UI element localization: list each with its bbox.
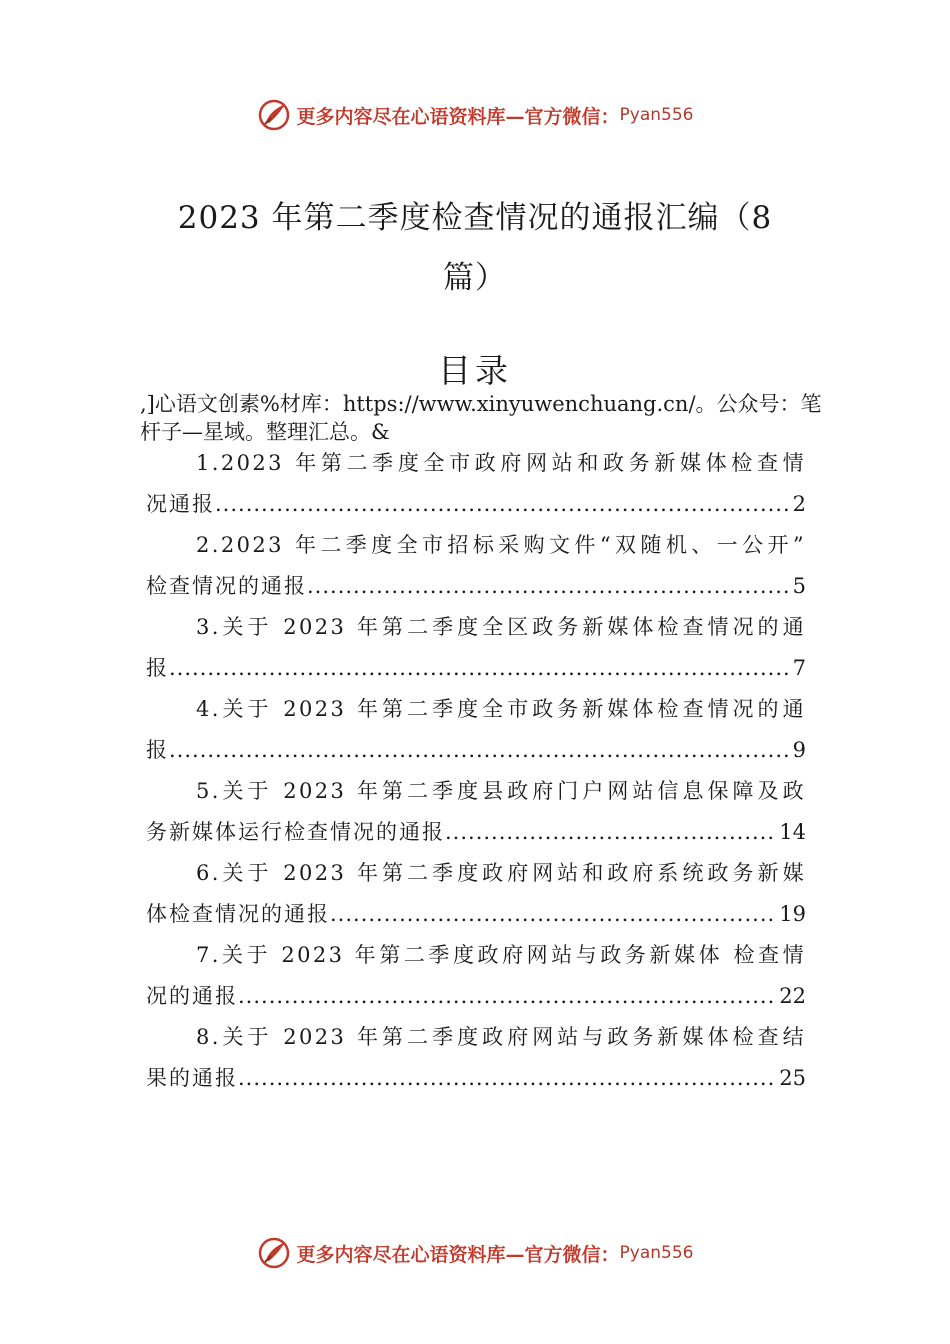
banner-wechat-id: Pyan556 xyxy=(619,1243,694,1263)
toc-page-number: 9 xyxy=(792,738,806,762)
toc-page-number: 7 xyxy=(792,656,806,680)
toc-item[interactable] xyxy=(146,443,806,525)
toc-item-title: 7.关于 2023 年第二季度政府网站与政务新媒体 检查情 xyxy=(196,943,806,967)
toc-dot-leader xyxy=(445,811,777,853)
toc-item-title-cont: 体检查情况的通报 xyxy=(146,902,330,926)
toc-item-continuation xyxy=(146,565,806,607)
toc-dot-leader xyxy=(215,483,791,525)
toc-item-title: 6.关于 2023 年第二季度政府网站和政府系统政务新媒 xyxy=(196,861,806,885)
toc-item-continuation xyxy=(146,483,806,525)
toc-dot-leader xyxy=(238,975,777,1017)
toc-item-title-cont: 报 xyxy=(146,738,169,762)
toc-page-number: 14 xyxy=(779,820,806,844)
toc-dot-leader xyxy=(330,893,777,935)
toc-item-title: 3.关于 2023 年第二季度全区政务新媒体检查情况的通 xyxy=(196,615,806,639)
toc-dot-leader xyxy=(307,565,791,607)
toc-item[interactable] xyxy=(146,771,806,853)
toc-item-title: 1.2023 年第二季度全市政府网站和政务新媒体检查情 xyxy=(196,451,806,475)
toc-page-number: 22 xyxy=(779,984,806,1008)
brand-logo-icon xyxy=(257,1236,291,1270)
document-title xyxy=(150,188,800,308)
toc-dot-leader xyxy=(169,647,791,689)
toc-item-title-cont: 报 xyxy=(146,656,169,680)
toc-item-title-cont: 况的通报 xyxy=(146,984,238,1008)
toc-page-number: 5 xyxy=(792,574,806,598)
toc-item-title: 4.关于 2023 年第二季度全市政务新媒体检查情况的通 xyxy=(196,697,806,721)
toc-item[interactable] xyxy=(146,935,806,1017)
toc-item-title-cont: 果的通报 xyxy=(146,1066,238,1090)
source-note: ,]心语文创素%材库：https://www.xinyuwenchuang.cn/。公众号：笔杆子—星域。整理汇总。& xyxy=(140,392,822,444)
toc-item-title: 5.关于 2023 年第二季度县政府门户网站信息保障及政 xyxy=(196,779,806,803)
toc-item-continuation xyxy=(146,893,806,935)
toc-item[interactable] xyxy=(146,689,806,771)
toc-item-title: 8.关于 2023 年第二季度政府网站与政务新媒体检查结 xyxy=(196,1025,806,1049)
toc-item-title: 2.2023 年二季度全市招标采购文件“双随机、一公开” xyxy=(196,533,806,557)
toc-item[interactable] xyxy=(146,525,806,607)
toc-item-title-cont: 务新媒体运行检查情况的通报 xyxy=(146,820,445,844)
title-line-2: 篇） xyxy=(443,260,507,296)
toc-page-number: 25 xyxy=(779,1066,806,1090)
banner-wechat-id: Pyan556 xyxy=(619,105,694,125)
toc-page-number: 2 xyxy=(792,492,806,516)
toc-item[interactable] xyxy=(146,853,806,935)
toc-item-continuation xyxy=(146,647,806,689)
brand-logo-icon xyxy=(257,98,291,132)
toc-item[interactable] xyxy=(146,1017,806,1099)
banner-text: 更多内容尽在心语资料库—官方微信： xyxy=(296,105,620,128)
toc-item-title-cont: 检查情况的通报 xyxy=(146,574,307,598)
toc-item[interactable] xyxy=(146,607,806,689)
banner-text: 更多内容尽在心语资料库—官方微信： xyxy=(296,1243,620,1266)
toc-dot-leader xyxy=(238,1057,777,1099)
toc-item-title-cont: 况通报 xyxy=(146,492,215,516)
toc-item-continuation xyxy=(146,1057,806,1099)
toc-item-continuation xyxy=(146,729,806,771)
header-banner xyxy=(0,95,950,135)
toc-heading: 目录 xyxy=(438,351,512,390)
title-line-1: 2023 年第二季度检查情况的通报汇编（8 xyxy=(177,200,773,236)
table-of-contents xyxy=(146,443,806,1099)
footer-banner xyxy=(0,1233,950,1273)
toc-page-number: 19 xyxy=(779,902,806,926)
toc-item-continuation xyxy=(146,975,806,1017)
toc-dot-leader xyxy=(169,729,791,771)
toc-item-continuation xyxy=(146,811,806,853)
